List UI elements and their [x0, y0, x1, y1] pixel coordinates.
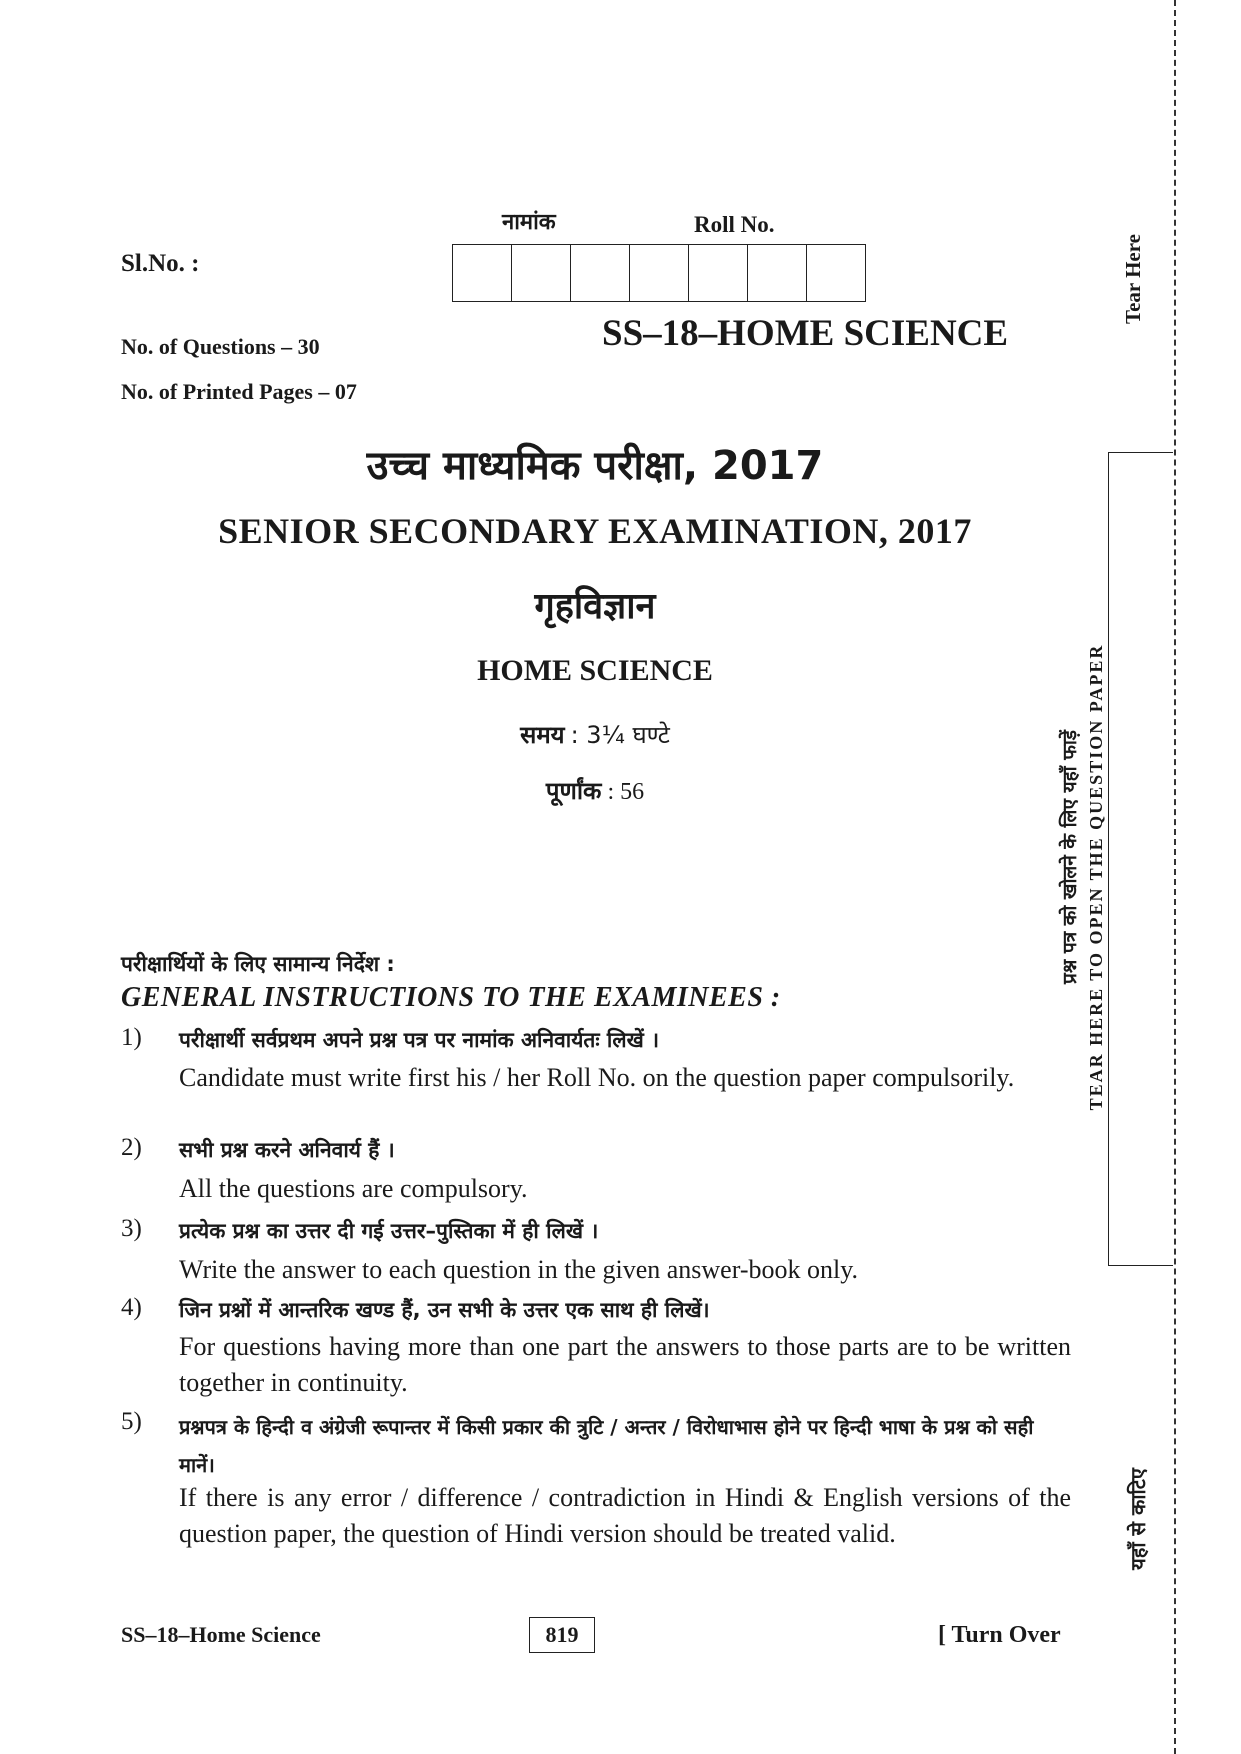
instruction-number: 2) [121, 1134, 142, 1161]
tear-here-label: Tear Here [1121, 234, 1145, 325]
serial-number-label: Sl.No. : [121, 250, 200, 277]
instruction-hindi: परीक्षार्थी सर्वप्रथम अपने प्रश्न पत्र पर नामांक अनिवार्यतः लिखें । [179, 1028, 660, 1052]
instruction-number: 5) [121, 1408, 142, 1435]
roll-digit-box[interactable] [512, 245, 571, 301]
tear-strip-box [1108, 452, 1173, 1266]
instruction-english: If there is any error / difference / contradiction in Hindi & English versions of the question paper, the question of Hindi version should be treated valid. [179, 1483, 1071, 1548]
tear-line[interactable] [1174, 0, 1176, 1754]
turn-over: [ Turn Over [938, 1622, 1061, 1648]
roll-digit-box[interactable] [689, 245, 748, 301]
tear-instruction-hindi: प्रश्न पत्र को खोलने के लिए यहाँ फाड़ें [1059, 730, 1081, 984]
number-of-questions: No. of Questions – 30 [121, 334, 320, 359]
instructions-heading-english: GENERAL INSTRUCTIONS TO THE EXAMINEES : [121, 982, 781, 1013]
paper-code: SS–18–HOME SCIENCE [602, 313, 1009, 354]
roll-digit-box[interactable] [748, 245, 807, 301]
roll-label-hindi: नामांक [502, 210, 556, 235]
marks-label: पूर्णांक [545, 777, 602, 805]
subject-english: HOME SCIENCE [477, 654, 713, 687]
instruction-hindi: प्रत्येक प्रश्न का उत्तर दी गई उत्तर–पुस्तिका में ही लिखें । [179, 1219, 599, 1243]
marks-value: : 56 [607, 779, 645, 805]
number-of-printed-pages: No. of Printed Pages – 07 [121, 379, 357, 404]
roll-digit-box[interactable] [453, 245, 512, 301]
instruction-hindi: सभी प्रश्न करने अनिवार्य हैं । [179, 1138, 395, 1162]
exam-title-hindi: उच्च माध्यमिक परीक्षा, 2017 [366, 443, 824, 489]
footer-paper-code: SS–18–Home Science [121, 1622, 321, 1647]
instruction-number: 4) [121, 1294, 142, 1321]
instructions-heading-hindi: परीक्षार्थियों के लिए सामान्य निर्देश : [121, 952, 395, 976]
subject-hindi: गृहविज्ञान [534, 586, 656, 627]
maximum-marks [0, 774, 1190, 807]
instruction-english: All the questions are compulsory. [179, 1174, 528, 1203]
instruction-english: Candidate must write first his / her Roll No. on the question paper compulsorily. [179, 1063, 1015, 1092]
instruction-english: For questions having more than one part the answers to those parts are to be written together in continuity. [179, 1332, 1071, 1397]
instruction-hindi: प्रश्नपत्र के हिन्दी व अंग्रेजी रूपान्तर में किसी प्रकार की त्रुटि / अन्तर / विरोधाभास होने पर हिन्दी भाषा के प्रश्न को सही मानें। [179, 1415, 1034, 1477]
time-label: समय [520, 721, 565, 749]
exam-duration [0, 718, 1190, 751]
time-value: : 3¼ घण्टे [570, 721, 670, 749]
page-number-box: 819 [529, 1617, 595, 1653]
roll-digit-box[interactable] [571, 245, 630, 301]
roll-label-english: Roll No. [694, 212, 775, 237]
tear-instruction-english: TEAR HERE TO OPEN THE QUESTION PAPER [1086, 643, 1106, 1111]
instruction-number: 1) [121, 1024, 142, 1051]
roll-digit-box[interactable] [630, 245, 689, 301]
roll-digit-box[interactable] [807, 245, 865, 301]
instruction-number: 3) [121, 1215, 142, 1242]
exam-title-english: SENIOR SECONDARY EXAMINATION, 2017 [218, 511, 972, 551]
roll-number-boxes[interactable] [452, 244, 866, 302]
instruction-english: Write the answer to each question in the given answer-book only. [179, 1255, 859, 1284]
instruction-hindi: जिन प्रश्नों में आन्तरिक खण्ड हैं, उन सभी के उत्तर एक साथ ही लिखें। [179, 1298, 710, 1322]
cut-here-hindi: यहाँ से काटिए [1126, 1468, 1150, 1570]
